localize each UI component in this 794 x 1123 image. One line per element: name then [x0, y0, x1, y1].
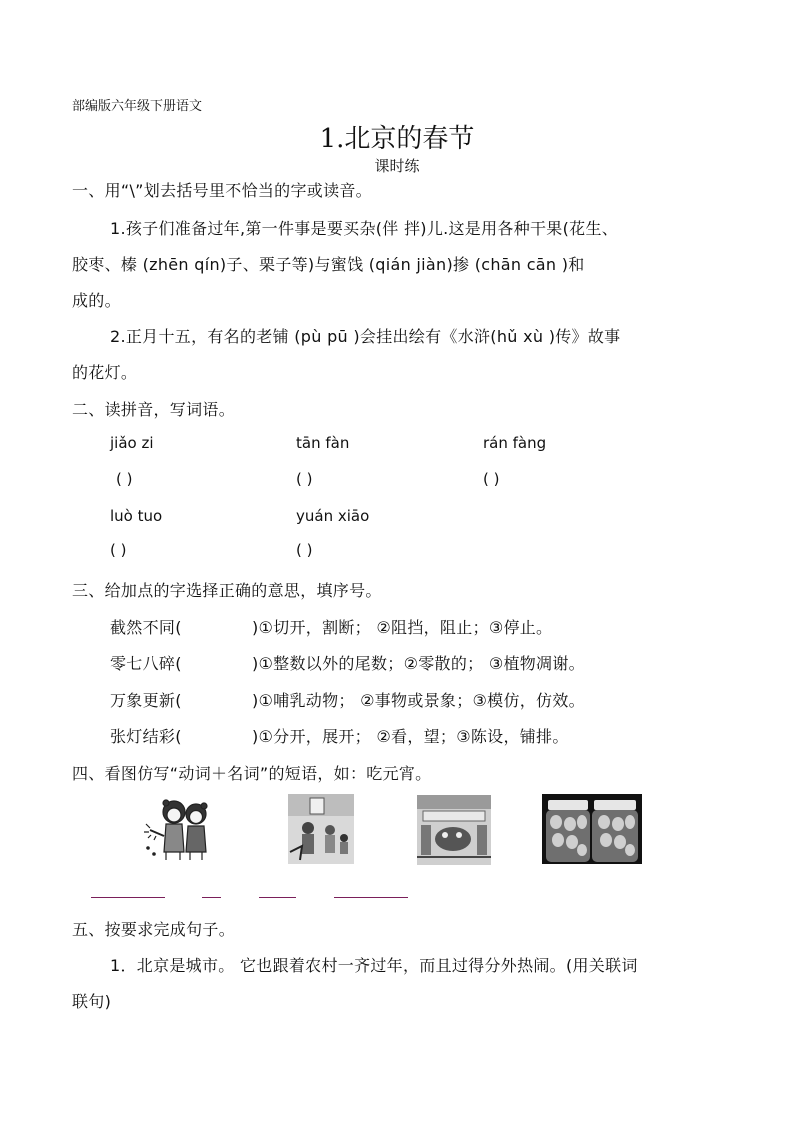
meaning-word: 零七八碎( — [110, 654, 182, 673]
pinyin-tanfan: tān fàn — [296, 434, 350, 452]
section-5-heading: 五、按要求完成句子。 — [72, 920, 236, 939]
answer-blank[interactable]: ( ) — [296, 470, 313, 488]
section-4-heading: 四、看图仿写“动词＋名词”的短语，如：吃元宵。 — [72, 764, 432, 783]
meaning-options: )①整数以外的尾数；②零散的； ③植物凋谢。 — [252, 654, 585, 673]
sentence-q1-line-1: 1．北京是城市。 它也跟着农村一齐过年，而且过得分外热闹。(用关联词 — [110, 956, 638, 975]
sentence-q1-line-2: 联句) — [72, 992, 112, 1011]
meaning-word: 万象更新( — [110, 691, 182, 710]
section-3-heading: 三、给加点的字选择正确的意思，填序号。 — [72, 581, 382, 600]
q1-line-1: 1.孩子们准备过年,第一件事是要买杂(伴 拌)儿.这是用各种干果(花生、 — [110, 219, 619, 238]
answer-underline[interactable] — [259, 897, 296, 898]
answer-blank[interactable]: ( ) — [116, 470, 133, 488]
section-2-heading: 二、读拼音，写词语。 — [72, 400, 236, 419]
section-1-heading: 一、用“\”划去括号里不恰当的字或读音。 — [72, 181, 372, 200]
pinyin-yuanxiao: yuán xiāo — [296, 507, 370, 525]
lesson-subtitle: 课时练 — [374, 157, 420, 175]
meaning-word: 截然不同( — [110, 618, 182, 637]
street-scene-image — [288, 794, 354, 864]
lion-dance-image — [417, 795, 491, 865]
answer-underline[interactable] — [334, 897, 408, 898]
meaning-options: )①哺乳动物； ②事物或景象；③模仿，仿效。 — [252, 691, 585, 710]
answer-underline[interactable] — [91, 897, 165, 898]
meaning-options: )①切开，割断； ②阻挡，阻止；③停止。 — [252, 618, 553, 637]
pinyin-luotuo: luò tuo — [110, 507, 163, 525]
lesson-title: 1.北京的春节 — [319, 124, 475, 154]
answer-blank[interactable]: ( ) — [296, 541, 313, 559]
q1-line-2: 胶枣、榛 (zhēn qín)子、栗子等)与蜜饯 (qián jiàn)掺 (chān cān )和 — [72, 255, 585, 274]
meaning-word: 张灯结彩( — [110, 727, 182, 746]
pinyin-ranfang: rán fàng — [483, 434, 547, 452]
answer-underline[interactable] — [202, 897, 221, 898]
children-firecracker-image — [140, 794, 220, 866]
document-header: 部编版六年级下册语文 — [72, 99, 203, 114]
q2-line-1: 2.正月十五，有名的老铺 (pù pū )会挂出绘有《水浒(hǔ xù )传》故事 — [110, 327, 621, 346]
answer-blank[interactable]: ( ) — [483, 470, 500, 488]
q2-line-2: 的花灯。 — [72, 363, 138, 382]
q1-line-3: 成的。 — [72, 291, 121, 310]
answer-blank[interactable]: ( ) — [110, 541, 127, 559]
pinyin-jiaozi: jiǎo zi — [110, 434, 154, 452]
laba-garlic-jars-image — [542, 794, 642, 864]
meaning-options: )①分开，展开； ②看，望；③陈设，铺排。 — [252, 727, 569, 746]
